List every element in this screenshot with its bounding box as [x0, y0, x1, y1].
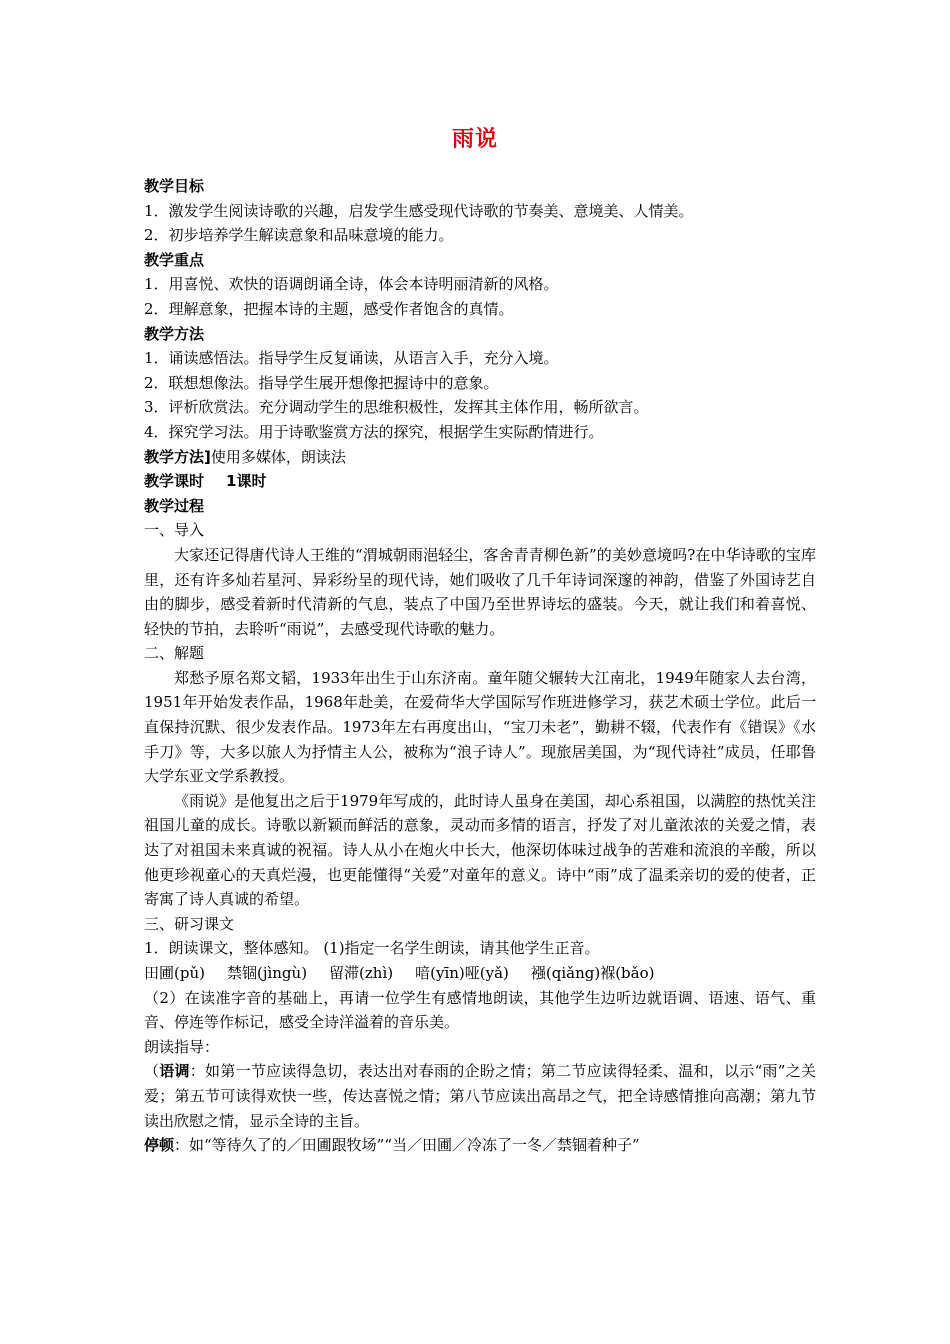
focus-item-1: 1．用喜悦、欢快的语调朗诵全诗，体会本诗明丽清新的风格。 — [144, 275, 559, 294]
methods-item-3: 3．评析欣赏法。充分调动学生的思维积极性，发挥其主体作用，畅所欲言。 — [144, 398, 649, 417]
document-body — [144, 174, 816, 1158]
study-step-2: （2）在读准字音的基础上，再请一位学生有感情地朗读，其他学生边听边就语调、语速、语气、重音、停连等作标记，感受全诗洋溢着的音乐美。 — [144, 988, 816, 1032]
pause-label: 停顿 — [144, 1136, 175, 1155]
pronunciation-5: 襁(qiǎng)褓(bǎo) — [530, 964, 655, 982]
tone-text: ：如第一节应读得急切，表达出对春雨的企盼之情；第二节应读得轻柔、温和，以示“雨”之关爱；第五节可读得欢快一些，传达喜悦之情；第八节应读出高昂之气，把全诗感情推向高潮；第九节读出欣慰之情，显示全诗的主旨。 — [144, 1062, 816, 1130]
goals-item-1: 1．激发学生阅读诗歌的兴趣，启发学生感受现代诗歌的节奏美、意境美、人情美。 — [144, 201, 694, 220]
poem-paragraph: 《雨说》是他复出之后于1979年写成的，此时诗人虽身在美国，却心系祖国，以满腔的热忱关注祖国儿童的成长。诗歌以新颖而鲜活的意象，灵动而多情的语言，抒发了对儿童浓浓的关爱之情，表达了对祖国未来真诚的祝福。诗人从小在炮火中长大，他深切体味过战争的苦难和流浪的辛酸，所以他更珍视童心的天真烂漫，也更能懂得“关爱”对童年的意义。诗中“雨”成了温柔亲切的爱的使者，正寄寓了诗人真诚的希望。 — [144, 791, 816, 909]
tools-text: 使用多媒体，朗读法 — [210, 447, 346, 466]
goals-heading: 教学目标 — [144, 177, 205, 195]
tone-prefix: （ — [144, 1062, 160, 1081]
methods-item-1: 1．诵读感悟法。指导学生反复诵读，从语言入手，充分入境。 — [144, 349, 559, 368]
methods-item-4: 4．探究学习法。用于诗歌鉴赏方法的探究，根据学生实际酌情进行。 — [144, 422, 604, 441]
pronunciation-4: 喑(yīn)哑(yǎ) — [415, 964, 509, 982]
guide-heading: 朗读指导： — [144, 1037, 220, 1056]
explain-heading: 二、解题 — [144, 644, 205, 663]
process-heading: 教学过程 — [144, 496, 205, 515]
page-title: 雨说 — [451, 127, 498, 152]
pronunciation-2: 禁锢(jìngù) — [226, 964, 308, 982]
pronunciation-1: 田圃(pǔ) — [144, 964, 205, 982]
pronunciation-3: 留滞(zhì) — [329, 964, 394, 982]
hours-text: 1课时 — [226, 472, 267, 491]
pronunciation-line — [144, 961, 816, 986]
tone-label: 语调 — [159, 1062, 190, 1081]
methods-heading: 教学方法 — [144, 324, 205, 343]
methods-item-2: 2．联想想像法。指导学生展开想像把握诗中的意象。 — [144, 373, 499, 392]
tone-paragraph — [144, 1059, 816, 1133]
focus-item-2: 2．理解意象，把握本诗的主题，感受作者饱含的真情。 — [144, 299, 514, 318]
study-heading: 三、研习课文 — [144, 914, 235, 933]
pause-line — [144, 1133, 816, 1158]
tools-heading: 教学方法] — [144, 447, 211, 466]
author-paragraph: 郑愁予原名郑文韬，1933年出生于山东济南。童年随父辗转大江南北，1949年随家人去台湾，1951年开始发表作品，1968年赴美，在爱荷华大学国际写作班进修学习，获艺术硕士学位。此后一直保持沉默、很少发表作品。1973年左右再度出山，“宝刀未老”，勤耕不辍，代表作有《错误》《水手刀》等，大多以旅人为抒情主人公，被称为“浪子诗人”。现旅居美国，为“现代诗社”成员，任耶鲁大学东亚文学系教授。 — [144, 668, 816, 786]
goals-item-2: 2．初步培养学生解读意象和品味意境的能力。 — [144, 226, 454, 245]
hours-line — [144, 469, 816, 494]
pause-text: ：如“等待久了的／田圃跟牧场”“当／田圃／冷冻了一冬／禁锢着种子” — [174, 1136, 640, 1155]
focus-heading: 教学重点 — [144, 250, 205, 269]
hours-heading: 教学课时 — [144, 472, 205, 491]
study-step-1: 1．朗读课文，整体感知。 (1)指定一名学生朗读，请其他学生正音。 — [144, 939, 600, 958]
intro-heading: 一、导入 — [144, 521, 205, 540]
tools-line — [144, 445, 816, 470]
intro-paragraph: 大家还记得唐代诗人王维的“渭城朝雨浥轻尘，客舍青青柳色新”的美妙意境吗?在中华诗歌的宝库里，还有许多灿若星河、异彩纷呈的现代诗，她们吸收了几千年诗词深邃的神韵，借鉴了外国诗艺自由的脚步，感受着新时代清新的气息，装点了中国乃至世界诗坛的盛装。今天，就让我们和着喜悦、轻快的节拍，去聆听“雨说”，去感受现代诗歌的魅力。 — [144, 545, 816, 638]
